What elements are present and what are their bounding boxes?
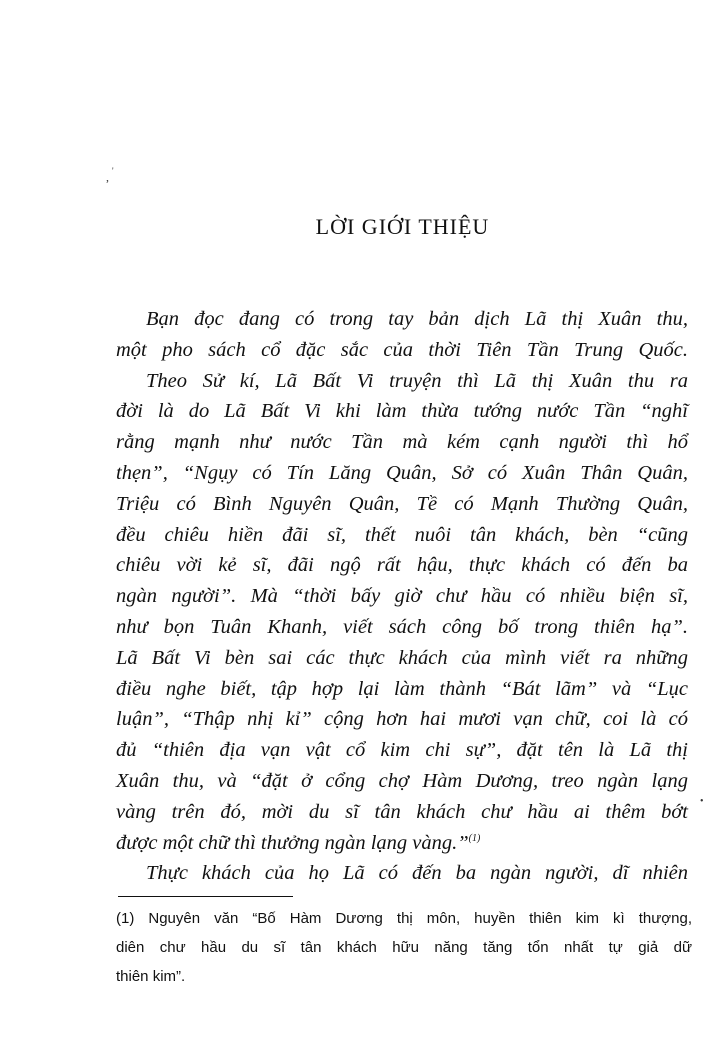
body-line-text: ngàn người”. Mà “thời bấy giờ chư hầu có nhiều biện sĩ, — [116, 585, 688, 608]
scan-speck: ' — [112, 166, 114, 176]
body-line — [116, 581, 688, 612]
page-title: LỜI GIỚI THIỆU — [315, 214, 490, 239]
body-line — [116, 458, 688, 489]
body-line-text: đủ “thiên địa vạn vật cổ kim chi sự”, đặt tên là Lã thị — [116, 739, 688, 762]
body-text — [116, 304, 688, 889]
body-line-text: Lã Bất Vi bèn sai các thực khách của mình viết ra những — [116, 646, 688, 669]
body-line-text: Xuân thu, và “đặt ở cổng chợ Hàm Dương, treo ngàn lạng — [116, 769, 688, 792]
body-line — [116, 366, 688, 397]
footnote-line: diên chư hầu du sĩ tân khách hữu năng tăng tổn nhất tự giả dữ — [116, 939, 692, 956]
body-line-text: một pho sách cổ đặc sắc của thời Tiên Tần Trung Quốc. — [116, 338, 688, 361]
body-line-text: Theo Sử kí, Lã Bất Vi truyện thì Lã thị Xuân thu ra — [146, 369, 688, 392]
scan-speck: , — [106, 170, 109, 184]
body-line-text: như bọn Tuân Khanh, viết sách công bố trong thiên hạ”. — [116, 615, 688, 638]
body-line — [116, 304, 688, 335]
body-line — [116, 797, 688, 828]
body-line-text: Thực khách của họ Lã có đến ba ngàn người, dĩ nhiên — [146, 862, 688, 885]
body-line — [116, 704, 688, 735]
footnote-divider — [118, 896, 293, 897]
body-line-text: thẹn”, “Ngụy có Tín Lăng Quân, Sở có Xuân Thân Quân, — [116, 461, 688, 484]
body-line — [116, 489, 688, 520]
body-line-text: điều nghe biết, tập hợp lại làm thành “Bát lãm” và “Lục — [116, 677, 688, 700]
body-line — [116, 735, 688, 766]
body-line — [116, 520, 688, 551]
body-line — [116, 550, 688, 581]
body-line — [116, 643, 688, 674]
body-line — [116, 612, 688, 643]
body-line — [116, 396, 688, 427]
body-line-text: luận”, “Thập nhị kỉ” cộng hơn hai mươi vạn chữ, coi là có — [116, 708, 688, 731]
body-line-text: Bạn đọc đang có trong tay bản dịch Lã thị Xuân thu, — [146, 308, 688, 330]
body-line-text: Triệu có Bình Nguyên Quân, Tề có Mạnh Thường Quân, — [116, 492, 688, 515]
body-line-text: đời là do Lã Bất Vi khi làm thừa tướng nước Tần “nghĩ — [116, 400, 688, 423]
body-line — [116, 674, 688, 705]
body-line — [116, 766, 688, 797]
body-line-text: rằng mạnh như nước Tần mà kém cạnh người thì hổ — [116, 431, 688, 454]
footnote-line: (1) Nguyên văn “Bố Hàm Dương thị môn, huyền thiên kim kì thượng, — [116, 910, 692, 927]
footnote-reference: (1) — [468, 832, 481, 844]
body-line — [116, 335, 688, 366]
scan-speck: • — [700, 796, 704, 807]
body-line — [116, 858, 688, 889]
footnotes — [116, 904, 692, 991]
footnote-line: thiên kim”. — [116, 968, 186, 985]
body-line-text: vàng trên đó, mời du sĩ tân khách chư hầu ai thêm bớt — [116, 800, 688, 823]
body-line-text: chiêu vời kẻ sĩ, đãi ngộ rất hậu, thực khách có đến ba — [116, 554, 688, 577]
body-line — [116, 828, 688, 859]
body-line-text: đều chiêu hiền đãi sĩ, thết nuôi tân khách, bèn “cũng — [116, 523, 688, 546]
body-line — [116, 427, 688, 458]
body-line-text: được một chữ thì thưởng ngàn lạng vàng.” — [116, 831, 469, 854]
